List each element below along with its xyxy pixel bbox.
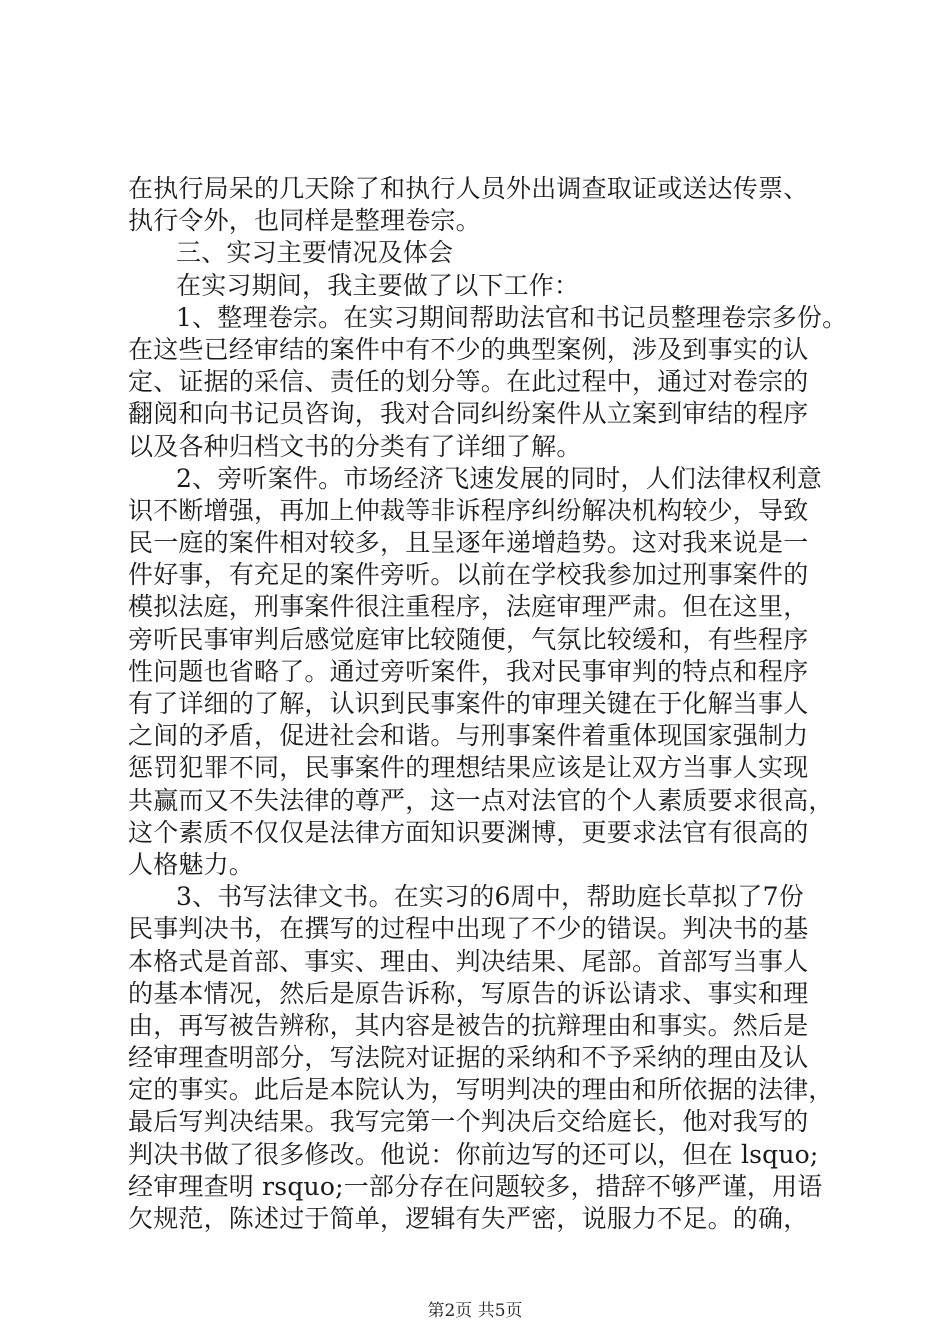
text-line: 3、书写法律文书。在实习的6周中，帮助庭长草拟了7份 bbox=[176, 882, 804, 912]
text-line: 执行令外，也同样是整理卷宗。 bbox=[128, 206, 481, 236]
text-line: 欠规范，陈述过于简单，逻辑有失严密，说服力不足。的确， bbox=[128, 1204, 809, 1233]
document-body bbox=[128, 173, 848, 1235]
text-line: 性问题也省略了。通过旁听案件，我对民事审判的特点和程序 bbox=[128, 656, 809, 686]
text-line: 惩罚犯罪不同，民事案件的理想结果应该是让双方当事人实现 bbox=[128, 753, 809, 783]
text-line: 经审理查明 rsquo;一部分存在问题较多，措辞不够严谨，用语 bbox=[128, 1171, 823, 1201]
text-line: 人格魅力。 bbox=[128, 849, 255, 879]
text-line: 在实习期间，我主要做了以下工作： bbox=[176, 270, 580, 300]
text-line: 1、整理卷宗。在实习期间帮助法官和书记员整理卷宗多份。 bbox=[176, 302, 848, 332]
text-line: 识不断增强，再加上仲裁等非诉程序纠纷解决机构较少，导致 bbox=[128, 495, 809, 525]
text-line: 判决书做了很多修改。他说：你前边写的还可以，但在 lsquo; bbox=[128, 1139, 819, 1169]
text-line: 旁听民事审判后感觉庭审比较随便，气氛比较缓和，有些程序 bbox=[128, 624, 809, 654]
text-line: 民事判决书，在撰写的过程中出现了不少的错误。判决书的基 bbox=[128, 914, 809, 944]
text-line: 有了详细的了解，认识到民事案件的审理关键在于化解当事人 bbox=[128, 689, 809, 718]
text-line: 在这些已经审结的案件中有不少的典型案例，涉及到事实的认 bbox=[128, 334, 809, 364]
text-line: 以及各种归档文书的分类有了详细了解。 bbox=[128, 431, 582, 461]
text-line: 民一庭的案件相对较多，且呈逐年递增趋势。这对我来说是一 bbox=[128, 528, 809, 558]
text-line: 这个素质不仅仅是法律方面知识要渊博，更要求法官有很高的 bbox=[128, 817, 809, 847]
text-line: 共赢而又不失法律的尊严，这一点对法官的个人素质要求很高， bbox=[128, 785, 834, 815]
text-line: 模拟法庭，刑事案件很注重程序，法庭审理严肃。但在这里， bbox=[128, 592, 809, 622]
text-line: 定、证据的采信、责任的划分等。在此过程中，通过对卷宗的 bbox=[128, 367, 809, 397]
text-line: 之间的矛盾，促进社会和谐。与刑事案件着重体现国家强制力 bbox=[128, 721, 809, 751]
text-line: 由，再写被告辨称，其内容是被告的抗辩理由和事实。然后是 bbox=[128, 1010, 809, 1040]
page-number-footer: 第2页 共5页 bbox=[427, 1301, 523, 1321]
text-line: 定的事实。此后是本院认为，写明判决的理由和所依据的法律， bbox=[128, 1075, 834, 1105]
text-line: 最后写判决结果。我写完第一个判决后交给庭长，他对我写的 bbox=[128, 1107, 809, 1137]
text-line: 三、实习主要情况及体会 bbox=[176, 238, 454, 268]
text-line: 2、旁听案件。市场经济飞速发展的同时，人们法律权利意 bbox=[176, 463, 823, 493]
text-line: 翻阅和向书记员咨询，我对合同纠纷案件从立案到审结的程序 bbox=[128, 399, 809, 429]
text-line: 本格式是首部、事实、理由、判决结果、尾部。首部写当事人 bbox=[128, 946, 809, 976]
text-line: 经审理查明部分，写法院对证据的采纳和不予采纳的理由及认 bbox=[128, 1043, 809, 1073]
text-line: 件好事，有充足的案件旁听。以前在学校我参加过刑事案件的 bbox=[128, 560, 809, 590]
text-line: 的基本情况，然后是原告诉称，写原告的诉讼请求、事实和理 bbox=[128, 978, 809, 1008]
text-line: 在执行局呆的几天除了和执行人员外出调查取证或送达传票、 bbox=[128, 174, 809, 203]
